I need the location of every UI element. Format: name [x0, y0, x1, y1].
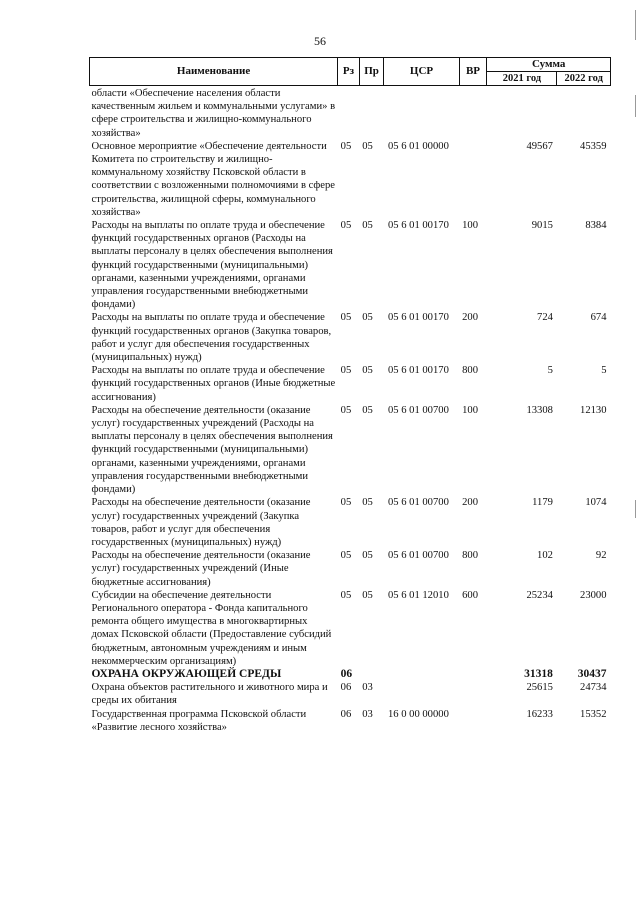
- header-rz: Рз: [338, 58, 360, 86]
- row-vr: [459, 668, 487, 681]
- row-rz: 06: [340, 708, 352, 720]
- row-csr: 05 6 01 00700: [387, 550, 449, 562]
- row-sum-2021: 49567: [526, 140, 553, 152]
- row-sum-2022: 24734: [580, 682, 607, 694]
- table-row: [90, 404, 611, 496]
- row-sum-2022: 1074: [585, 497, 607, 509]
- row-pr: 05: [362, 220, 373, 232]
- row-sum-2021: 9015: [531, 220, 553, 232]
- row-vr: 100: [462, 404, 478, 416]
- row-rz: 06: [340, 667, 353, 680]
- header-vr: ВР: [459, 58, 487, 86]
- header-csr: ЦСР: [384, 58, 459, 86]
- row-sum-2022: 92: [595, 550, 607, 562]
- row-sum-2021: 25234: [526, 589, 553, 601]
- table-row: [90, 364, 611, 404]
- header-pr: Пр: [359, 58, 384, 86]
- row-csr: 05 6 01 12010: [387, 589, 449, 601]
- row-csr: 05 6 01 00170: [387, 312, 449, 324]
- margin-mark: [635, 10, 636, 40]
- row-csr: 05 6 01 00700: [387, 497, 449, 509]
- table-body: [90, 86, 611, 734]
- row-name: Государственная программа Псковской области «Развитие лесного хозяйства»: [91, 708, 307, 733]
- row-csr: 16 0 00 00000: [387, 708, 449, 720]
- row-rz: 05: [340, 589, 352, 601]
- row-pr: 05: [362, 550, 373, 562]
- table-row: [90, 681, 611, 707]
- row-pr: 05: [362, 140, 373, 152]
- header-name: Наименование: [90, 58, 338, 86]
- row-sum-2021: 13308: [526, 404, 553, 416]
- row-vr: 800: [462, 550, 478, 562]
- row-rz: 05: [340, 550, 352, 562]
- row-rz: 05: [340, 365, 352, 377]
- row-pr: 05: [362, 365, 373, 377]
- row-name: Субсидии на обеспечение деятельности Регионального оператора - Фонда капитального ремонта общего имущества в многоквартирных домах Псковской области (Предоставление субсидий бюджетным, автономным учреждениям и иным некоммерческим организациям): [91, 589, 332, 667]
- row-sum-2021: 16233: [526, 708, 553, 720]
- row-rz: 05: [340, 404, 352, 416]
- row-name: Расходы на выплаты по оплате труда и обеспечение функций государственных органов (Расходы на выплаты персоналу в целях обеспечения выполнения функций государственными (муниципальными) органами, казенными учреждениями, органами управления государственными внебюджетными фондами): [91, 220, 333, 311]
- row-name: Расходы на выплаты по оплате труда и обеспечение функций государственных органов (Иные бюджетные ассигнования): [91, 365, 336, 403]
- row-pr: 05: [362, 497, 373, 509]
- row-rz: 05: [340, 312, 352, 324]
- row-sum-2021: 1179: [532, 497, 553, 509]
- row-csr: 05 6 01 00000: [387, 140, 449, 152]
- table-row: [90, 140, 611, 219]
- table-row: [90, 549, 611, 589]
- row-csr: 05 6 01 00170: [387, 220, 449, 232]
- row-csr: [384, 681, 459, 707]
- margin-mark: [635, 95, 636, 117]
- row-vr: [459, 681, 487, 707]
- row-csr: 05 6 01 00700: [387, 404, 449, 416]
- row-name: Расходы на обеспечение деятельности (оказание услуг) государственных учреждений (Иные бюджетные ассигнования): [91, 550, 311, 588]
- row-vr: 200: [462, 497, 478, 509]
- header-year-2021: 2021 год: [487, 72, 557, 86]
- row-name: Расходы на выплаты по оплате труда и обеспечение функций государственных органов (Закупка товаров, работ и услуг для обеспечения государственных (муниципальных) нужд): [91, 312, 332, 364]
- row-vr: [459, 86, 487, 140]
- table-row: [90, 496, 611, 549]
- row-name: ОХРАНА ОКРУЖАЮЩЕЙ СРЕДЫ: [91, 667, 282, 680]
- row-rz: [338, 86, 360, 140]
- row-sum-2022: 8384: [585, 220, 607, 232]
- budget-table: [89, 57, 611, 734]
- row-pr: 05: [362, 312, 373, 324]
- row-sum-2022: 12130: [580, 404, 607, 416]
- row-vr: 200: [462, 312, 478, 324]
- row-vr: [459, 708, 487, 734]
- header-sum: Сумма: [487, 58, 611, 72]
- row-sum-2022: 5: [601, 365, 607, 377]
- table-row: [90, 311, 611, 364]
- row-sum-2022: 45359: [580, 140, 607, 152]
- row-name: Охрана объектов растительного и животного мира и среды их обитания: [91, 682, 328, 707]
- row-csr: [384, 668, 459, 681]
- margin-mark: [635, 500, 636, 518]
- row-name: Расходы на обеспечение деятельности (оказание услуг) государственных учреждений (Расходы на выплаты персоналу в целях обеспечения выполнения функций государственными (муниципальными) органами, казенными учреждениями, органами управления государственными внебюджетными фондами): [91, 404, 333, 496]
- row-sum-2021: 5: [547, 365, 553, 377]
- row-pr: [359, 668, 384, 681]
- row-csr: 05 6 01 00170: [387, 365, 449, 377]
- row-sum-2021: 31318: [524, 667, 553, 680]
- row-rz: 06: [340, 682, 352, 694]
- row-name: области «Обеспечение населения области качественным жильем и коммунальными услугами» в сфере строительства и жилищно-коммунального хозяйства»: [91, 88, 336, 139]
- row-sum-2022: 674: [590, 312, 607, 324]
- row-sum-2021: [487, 86, 557, 140]
- row-rz: 05: [340, 140, 352, 152]
- row-pr: 05: [362, 589, 373, 601]
- table-header: [90, 58, 611, 86]
- row-sum-2021: 25615: [526, 682, 553, 694]
- row-sum-2022: 15352: [580, 708, 607, 720]
- row-rz: 05: [340, 220, 352, 232]
- row-pr: 03: [362, 682, 373, 694]
- row-pr: 05: [362, 404, 373, 416]
- row-sum-2022: [557, 86, 611, 140]
- row-sum-2022: 30437: [577, 667, 607, 680]
- row-rz: 05: [340, 497, 352, 509]
- table-row: [90, 589, 611, 668]
- row-name: Расходы на обеспечение деятельности (оказание услуг) государственных учреждений (Закупка товаров, работ и услуг для обеспечения государственных (муниципальных) нужд): [91, 497, 311, 548]
- row-pr: 03: [362, 708, 373, 720]
- header-year-2022: 2022 год: [557, 72, 611, 86]
- row-sum-2021: 102: [537, 550, 553, 562]
- table-row: [90, 668, 611, 681]
- row-vr: 800: [462, 365, 478, 377]
- row-vr: 600: [462, 589, 478, 601]
- table-row: [90, 708, 611, 734]
- row-name: Основное мероприятие «Обеспечение деятельности Комитета по строительству и жилищно-коммунальному хозяйству Псковской области в соответствии с возложенными полномочиями в сфере строительства, жилищной сферы, коммунального хозяйства»: [91, 140, 335, 218]
- row-sum-2021: 724: [537, 312, 553, 324]
- row-csr: [384, 86, 459, 140]
- table-row: [90, 86, 611, 140]
- row-sum-2022: 23000: [580, 589, 607, 601]
- table-row: [90, 219, 611, 311]
- page-number: 56: [314, 34, 326, 48]
- row-vr: [459, 140, 487, 219]
- row-pr: [359, 86, 384, 140]
- row-vr: 100: [462, 220, 478, 232]
